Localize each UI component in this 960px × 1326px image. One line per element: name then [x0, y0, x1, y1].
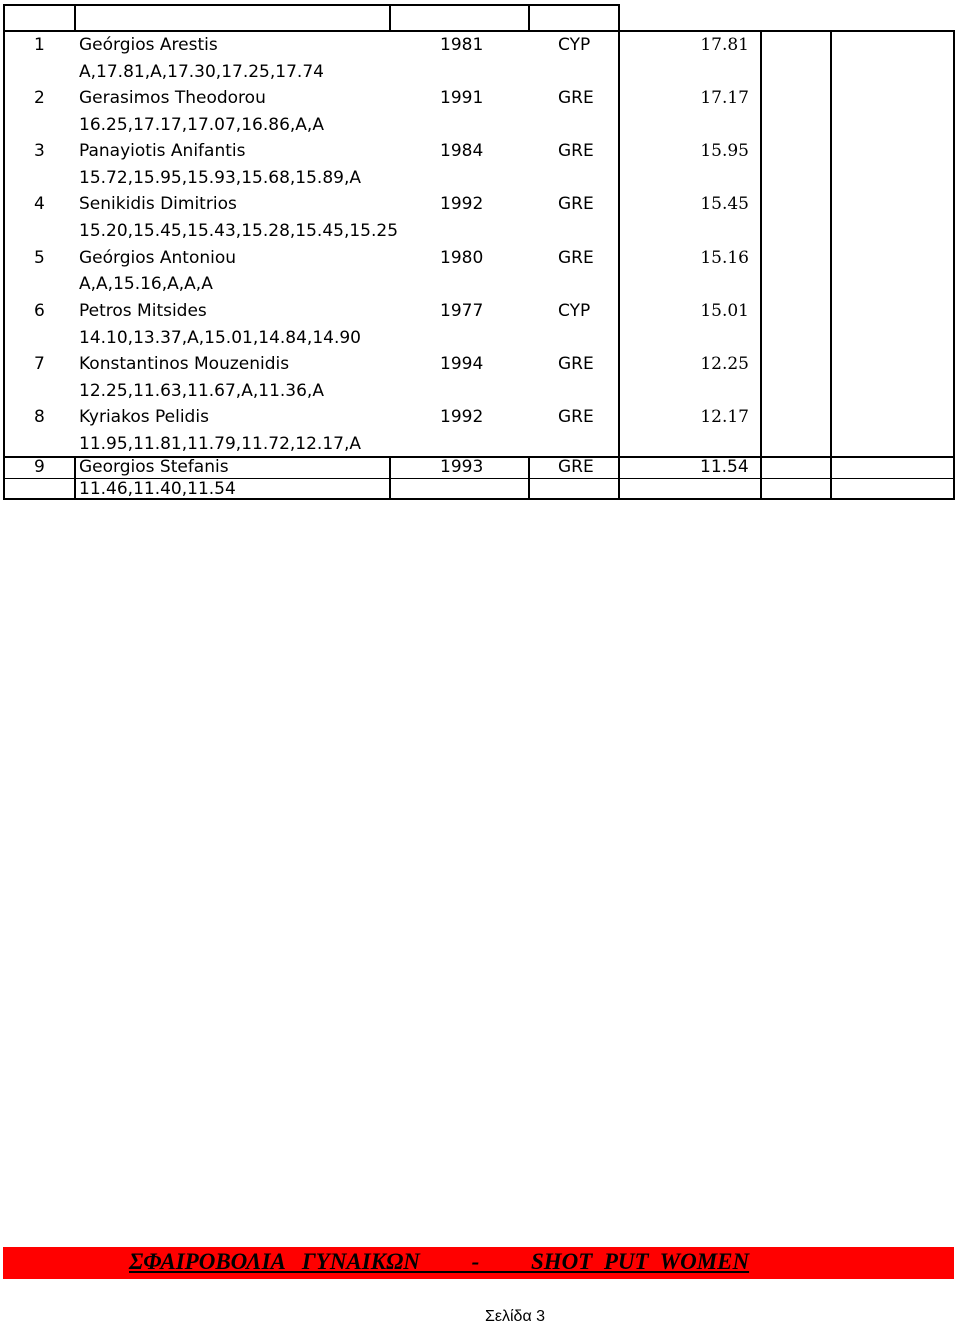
grid-line — [3, 30, 955, 32]
attempt-series: 12.25,11.63,11.67,A,11.36,A — [79, 381, 324, 401]
rank-cell: 1 — [34, 35, 45, 55]
country-code: CYP — [558, 35, 591, 55]
best-mark: 11.54 — [700, 457, 749, 477]
grid-line — [389, 4, 391, 32]
rank-cell: 7 — [34, 354, 45, 374]
country-code: GRE — [558, 141, 594, 161]
best-mark: 17.81 — [700, 35, 749, 55]
best-mark: 12.17 — [700, 407, 749, 427]
best-mark: 15.45 — [700, 194, 749, 214]
grid-line — [953, 30, 955, 500]
athlete-name: Georgios Stefanis — [79, 457, 229, 477]
grid-line — [618, 4, 620, 500]
grid-line — [760, 30, 762, 500]
attempt-series: 15.72,15.95,15.93,15.68,15.89,A — [79, 168, 361, 188]
birth-year: 1992 — [440, 407, 484, 427]
event-title: ΣΦΑΙΡΟΒΟΛΙΑ ΓΥΝΑΙΚΩΝ - SHOT PUT WOMEN — [129, 1249, 750, 1274]
birth-year: 1977 — [440, 301, 484, 321]
rank-cell: 3 — [34, 141, 45, 161]
attempt-series: 11.95,11.81,11.79,11.72,12.17,A — [79, 434, 361, 454]
grid-line — [3, 4, 619, 6]
grid-line — [74, 4, 76, 32]
athlete-name: Senikidis Dimitrios — [79, 194, 237, 214]
birth-year: 1984 — [440, 141, 484, 161]
best-mark: 15.16 — [700, 248, 749, 268]
athlete-name: Geórgios Arestis — [79, 35, 218, 55]
country-code: GRE — [558, 88, 594, 108]
birth-year: 1994 — [440, 354, 484, 374]
country-code: GRE — [558, 354, 594, 374]
athlete-name: Panayiotis Anifantis — [79, 141, 246, 161]
best-mark: 15.01 — [700, 301, 749, 321]
country-code: GRE — [558, 457, 594, 477]
country-code: GRE — [558, 194, 594, 214]
birth-year: 1992 — [440, 194, 484, 214]
results-table — [0, 0, 960, 510]
event-banner — [3, 1247, 954, 1279]
best-mark: 12.25 — [700, 354, 749, 374]
attempt-series: 14.10,13.37,A,15.01,14.84,14.90 — [79, 328, 361, 348]
athlete-name: Petros Mitsides — [79, 301, 207, 321]
country-code: GRE — [558, 407, 594, 427]
grid-line — [74, 456, 76, 500]
best-mark: 17.17 — [700, 88, 749, 108]
country-code: CYP — [558, 301, 591, 321]
best-mark: 15.95 — [700, 141, 749, 161]
athlete-name: Konstantinos Mouzenidis — [79, 354, 290, 374]
grid-line — [389, 456, 391, 500]
rank-cell: 4 — [34, 194, 45, 214]
rank-cell: 8 — [34, 407, 45, 427]
attempt-series: A,17.81,A,17.30,17.25,17.74 — [79, 62, 324, 82]
page-number: Σελίδα 3 — [484, 1308, 546, 1325]
athlete-name: Gerasimos Theodorou — [79, 88, 266, 108]
birth-year: 1981 — [440, 35, 484, 55]
athlete-name: Kyriakos Pelidis — [79, 407, 209, 427]
attempt-series: A,A,15.16,A,A,A — [79, 274, 213, 294]
attempt-series: 15.20,15.45,15.43,15.28,15.45,15.25 — [79, 221, 399, 241]
country-code: GRE — [558, 248, 594, 268]
athlete-name: Geórgios Antoniou — [79, 248, 237, 268]
attempt-series: 11.46,11.40,11.54 — [79, 479, 236, 499]
birth-year: 1993 — [440, 457, 484, 477]
rank-cell: 2 — [34, 88, 45, 108]
attempt-series: 16.25,17.17,17.07,16.86,A,A — [79, 115, 324, 135]
birth-year: 1980 — [440, 248, 484, 268]
grid-line — [528, 456, 530, 500]
rank-cell: 5 — [34, 248, 45, 268]
rank-cell: 9 — [34, 457, 45, 477]
grid-line — [830, 30, 832, 500]
grid-line — [528, 4, 530, 32]
rank-cell: 6 — [34, 301, 45, 321]
birth-year: 1991 — [440, 88, 484, 108]
grid-line — [3, 4, 5, 500]
